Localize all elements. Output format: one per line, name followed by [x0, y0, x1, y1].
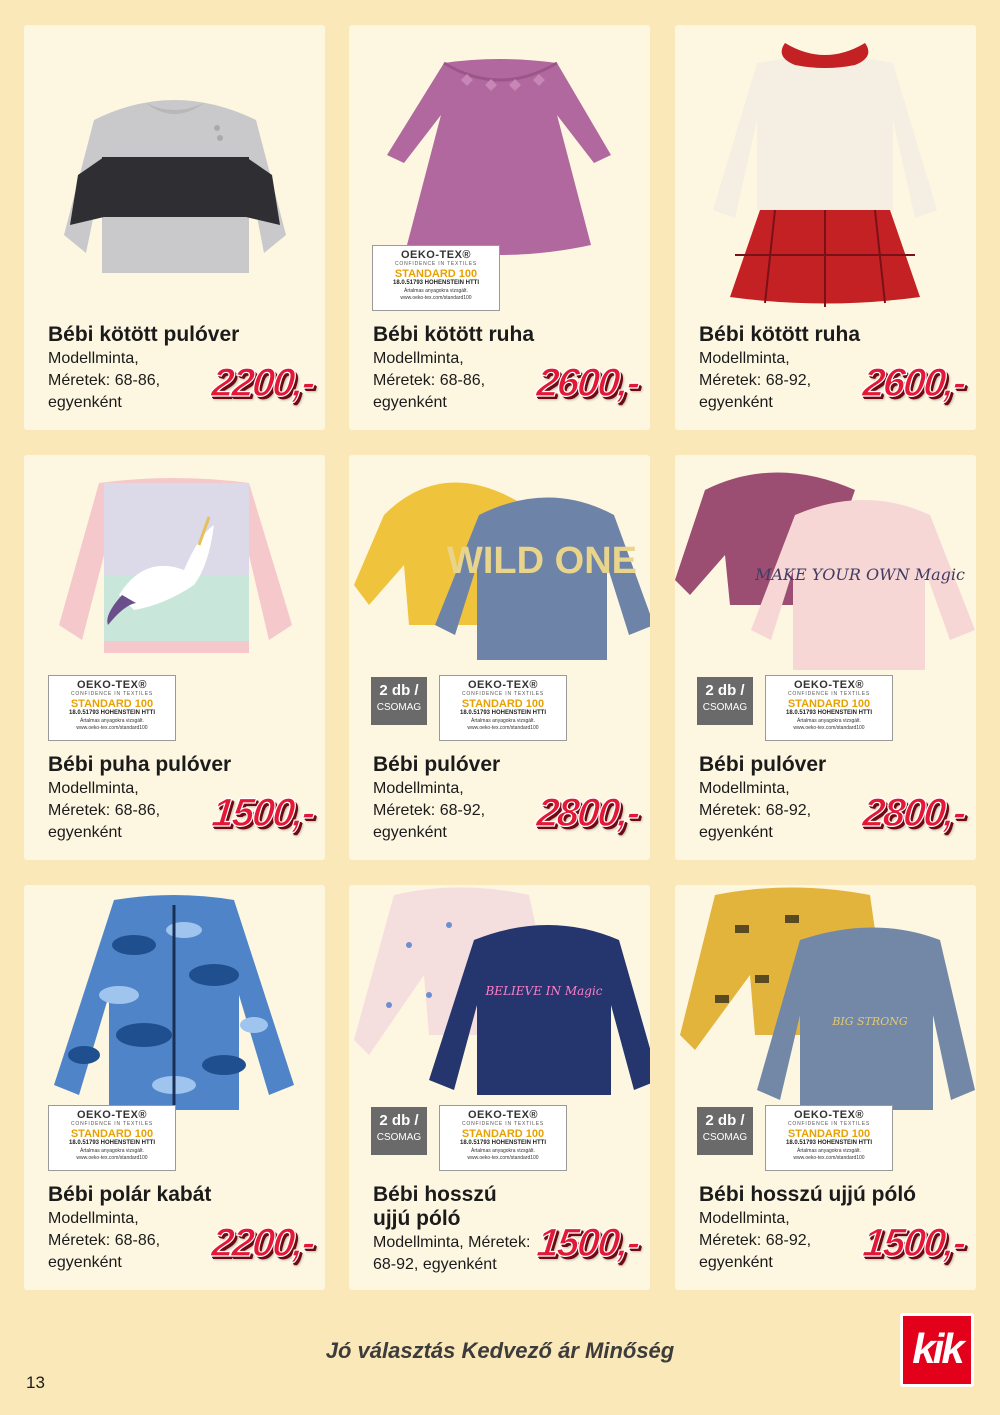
product-image	[349, 885, 650, 1195]
product-title: Bébi puha pulóver	[48, 753, 232, 776]
oeko-tex-badge: OEKO-TEX® CONFIDENCE IN TEXTILES STANDARD 100 18.0.51793 HOHENSTEIN HTTI Ártalmas anyagokra vizsgált. www.oeko-tex.com/standard100	[48, 1105, 176, 1171]
kik-logo: kik	[900, 1313, 974, 1387]
product-image	[349, 455, 650, 765]
product-description: Modellminta, Méretek: 68-86, egyenként	[48, 1210, 161, 1271]
wild-one-print: WILD ONE	[447, 540, 637, 582]
product-title: Bébi kötött ruha	[699, 323, 860, 346]
oeko-tex-badge: OEKO-TEX® CONFIDENCE IN TEXTILES STANDARD 100 18.0.51793 HOHENSTEIN HTTI Ártalmas anyagokra vizsgált. www.oeko-tex.com/standard100	[48, 675, 176, 741]
product-card-5[interactable]	[349, 455, 650, 860]
product-image	[24, 885, 325, 1195]
product-title: Bébi polár kabát	[48, 1183, 212, 1206]
big-strong-print: BIG STRONG	[832, 1015, 908, 1028]
product-description: Modellminta, Méretek: 68-92, egyenként	[373, 1234, 531, 1273]
product-price: 2200,-	[209, 361, 316, 405]
product-title: Bébi pulóver	[373, 753, 501, 776]
page-number: 13	[26, 1373, 45, 1392]
product-title: Bébi pulóver	[699, 753, 827, 776]
oeko-tex-badge: OEKO-TEX® CONFIDENCE IN TEXTILES STANDARD 100 18.0.51793 HOHENSTEIN HTTI Ártalmas anyagokra vizsgált. www.oeko-tex.com/standard100	[439, 675, 567, 741]
product-image	[24, 455, 325, 765]
product-description: Modellminta, Méretek: 68-86, egyenként	[48, 350, 161, 411]
product-price: 2800,-	[534, 791, 641, 835]
product-card-2[interactable]	[349, 25, 650, 430]
slogan: Jó választás Kedvező ár Minőség	[325, 1338, 675, 1363]
pack-badge: 2 db / CSOMAG	[697, 677, 753, 725]
product-price: 2200,-	[209, 1221, 316, 1265]
product-price: 1500,-	[534, 1221, 641, 1265]
product-image	[675, 885, 976, 1195]
product-image	[675, 455, 976, 765]
product-image	[675, 25, 976, 335]
product-title: Bébi hosszú ujjú póló	[373, 1183, 497, 1230]
product-image	[24, 25, 325, 335]
oeko-tex-badge: OEKO-TEX® CONFIDENCE IN TEXTILES STANDARD 100 18.0.51793 HOHENSTEIN HTTI Ártalmas anyagokra vizsgált. www.oeko-tex.com/standard100	[439, 1105, 567, 1171]
product-title: Bébi hosszú ujjú póló	[699, 1183, 916, 1206]
product-card-3[interactable]	[675, 25, 976, 430]
pack-badge: 2 db / CSOMAG	[697, 1107, 753, 1155]
product-description: Modellminta, Méretek: 68-92, egyenként	[699, 780, 812, 841]
product-card-8[interactable]	[349, 885, 650, 1290]
product-card-6[interactable]	[675, 455, 976, 860]
product-title: Bébi kötött ruha	[373, 323, 534, 346]
product-card-7[interactable]	[24, 885, 325, 1290]
product-price: 2600,-	[860, 361, 967, 405]
product-price: 1500,-	[860, 1221, 967, 1265]
product-card-1[interactable]	[24, 25, 325, 430]
product-description: Modellminta, Méretek: 68-86, egyenként	[373, 350, 486, 411]
product-price: 1500,-	[209, 791, 316, 835]
product-card-9[interactable]	[675, 885, 976, 1290]
make-magic-print: MAKE YOUR OWN Magic	[755, 565, 965, 584]
product-price: 2600,-	[534, 361, 641, 405]
product-price: 2800,-	[860, 791, 967, 835]
product-image	[349, 25, 650, 335]
product-card-4[interactable]	[24, 455, 325, 860]
believe-magic-print: BELIEVE IN Magic	[485, 984, 603, 998]
product-title: Bébi kötött pulóver	[48, 323, 240, 346]
product-description: Modellminta, Méretek: 68-92, egyenként	[373, 780, 486, 841]
oeko-tex-badge: OEKO-TEX® CONFIDENCE IN TEXTILES STANDARD 100 18.0.51793 HOHENSTEIN HTTI Ártalmas anyagokra vizsgált. www.oeko-tex.com/standard100	[765, 1105, 893, 1171]
oeko-tex-badge: OEKO-TEX® CONFIDENCE IN TEXTILES STANDARD 100 18.0.51793 HOHENSTEIN HTTI Ártalmas anyagokra vizsgált. www.oeko-tex.com/standard100	[765, 675, 893, 741]
pack-badge: 2 db / CSOMAG	[371, 677, 427, 725]
pack-badge: 2 db / CSOMAG	[371, 1107, 427, 1155]
product-description: Modellminta, Méretek: 68-92, egyenként	[699, 350, 812, 411]
oeko-tex-badge: OEKO-TEX® CONFIDENCE IN TEXTILES STANDARD 100 18.0.51793 HOHENSTEIN HTTI Ártalmas anyagokra vizsgált. www.oeko-tex.com/standard100	[372, 245, 500, 311]
product-description: Modellminta, Méretek: 68-86, egyenként	[48, 780, 161, 841]
product-description: Modellminta, Méretek: 68-92, egyenként	[699, 1210, 812, 1271]
